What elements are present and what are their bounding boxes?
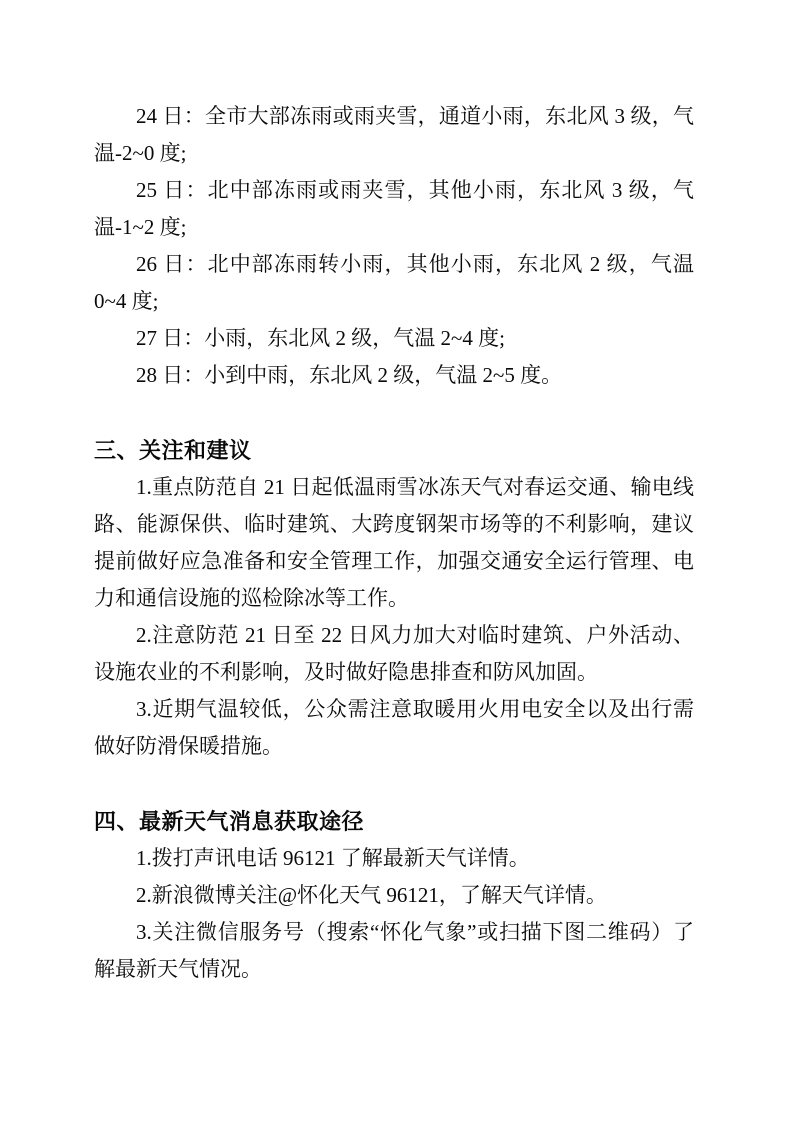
advisory-item-2: 2.注意防范 21 日至 22 日风力加大对临时建筑、户外活动、设施农业的不利影响，及时做好隐患排查和防风加固。: [94, 623, 694, 684]
info-channel-item-2: 2.新浪微博关注@怀化天气 96121，了解天气详情。: [136, 883, 607, 907]
document-body: [94, 98, 694, 988]
info-channel-item-1: 1.拨打声讯电话 96121 了解最新天气详情。: [136, 846, 530, 870]
forecast-line-day25: 25 日：北中部冻雨或雨夹雪，其他小雨，东北风 3 级，气温-1~2 度;: [94, 178, 694, 239]
advisory-item-1: 1.重点防范自 21 日起低温雨雪冰冻天气对春运交通、输电线路、能源保供、临时建筑、大跨度钢架市场等的不利影响，建议提前做好应急准备和安全管理工作，加强交通安全运行管理、电力和通信设施的巡检除冰等工作。: [94, 475, 694, 610]
info-channel-item-3: 3.关注微信服务号（搜索“怀化气象”或扫描下图二维码）了解最新天气情况。: [94, 920, 694, 981]
section-heading-focus-and-suggestions: 三、关注和建议: [94, 438, 252, 463]
forecast-line-day24: 24 日：全市大部冻雨或雨夹雪，通道小雨，东北风 3 级，气温-2~0 度;: [94, 104, 694, 165]
section-heading-weather-info-channels: 四、最新天气消息获取途径: [94, 809, 365, 834]
forecast-line-day27: 27 日：小雨，东北风 2 级，气温 2~4 度;: [136, 326, 505, 350]
advisory-item-3: 3.近期气温较低，公众需注意取暖用火用电安全以及出行需做好防滑保暖措施。: [94, 697, 694, 758]
forecast-line-day28: 28 日：小到中雨，东北风 2 级，气温 2~5 度。: [136, 363, 563, 387]
forecast-line-day26: 26 日：北中部冻雨转小雨，其他小雨，东北风 2 级，气温 0~4 度;: [94, 252, 694, 313]
